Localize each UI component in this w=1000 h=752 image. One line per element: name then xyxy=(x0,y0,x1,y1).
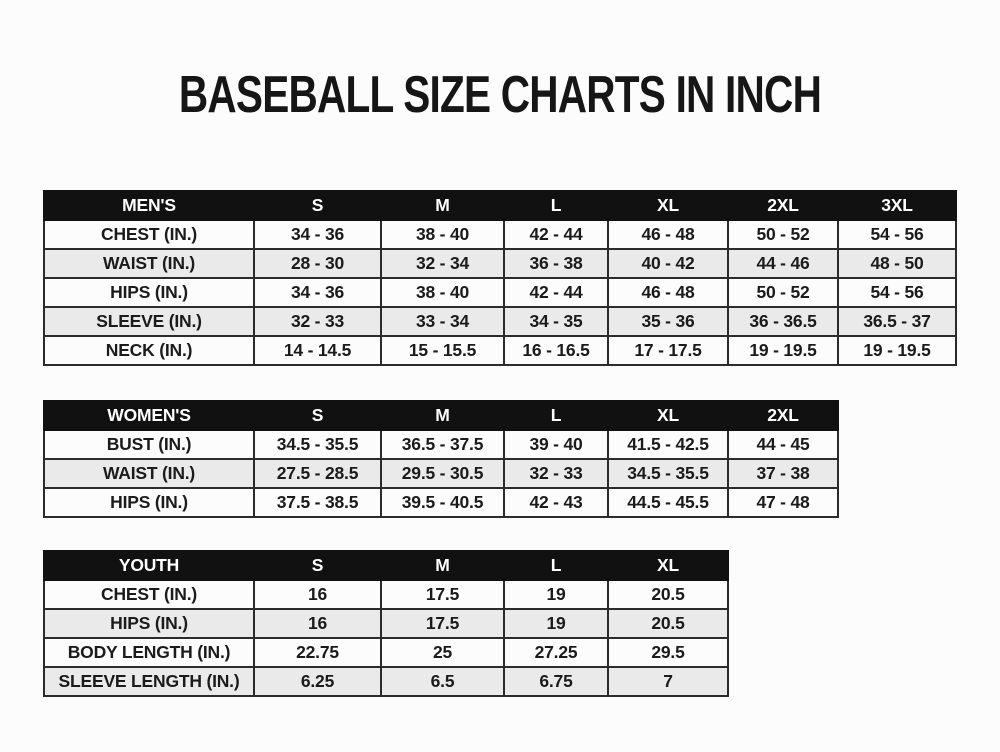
row-label-cell: SLEEVE (IN.) xyxy=(44,307,254,336)
row-label-cell: CHEST (IN.) xyxy=(44,580,254,609)
header-row xyxy=(44,191,956,220)
row-label-cell: CHEST (IN.) xyxy=(44,220,254,249)
row-label-cell: BODY LENGTH (IN.) xyxy=(44,638,254,667)
value-cell: 34.5 - 35.5 xyxy=(608,459,728,488)
size-column-header: 2XL xyxy=(728,401,838,430)
size-column-header: S xyxy=(254,191,381,220)
value-cell: 16 - 16.5 xyxy=(504,336,608,365)
table-row xyxy=(44,336,956,365)
value-cell: 47 - 48 xyxy=(728,488,838,517)
value-cell: 32 - 33 xyxy=(504,459,608,488)
size-column-header: S xyxy=(254,401,381,430)
table-title-cell: YOUTH xyxy=(44,551,254,580)
table-row xyxy=(44,430,838,459)
value-cell: 20.5 xyxy=(608,609,728,638)
value-cell: 29.5 - 30.5 xyxy=(381,459,504,488)
value-cell: 37.5 - 38.5 xyxy=(254,488,381,517)
value-cell: 36.5 - 37 xyxy=(838,307,956,336)
value-cell: 6.25 xyxy=(254,667,381,696)
value-cell: 6.5 xyxy=(381,667,504,696)
value-cell: 25 xyxy=(381,638,504,667)
womens-size-table xyxy=(43,400,839,518)
value-cell: 28 - 30 xyxy=(254,249,381,278)
mens-size-table xyxy=(43,190,957,366)
page-title: BASEBALL SIZE CHARTS IN INCH xyxy=(178,66,822,124)
value-cell: 17.5 xyxy=(381,609,504,638)
value-cell: 38 - 40 xyxy=(381,220,504,249)
row-label-cell: NECK (IN.) xyxy=(44,336,254,365)
table-row xyxy=(44,609,728,638)
value-cell: 16 xyxy=(254,609,381,638)
value-cell: 33 - 34 xyxy=(381,307,504,336)
size-column-header: M xyxy=(381,191,504,220)
youth-size-table xyxy=(43,550,729,697)
value-cell: 36 - 36.5 xyxy=(728,307,838,336)
header-row xyxy=(44,551,728,580)
table-title-cell: MEN'S xyxy=(44,191,254,220)
size-column-header: L xyxy=(504,401,608,430)
value-cell: 44 - 46 xyxy=(728,249,838,278)
value-cell: 19 xyxy=(504,580,608,609)
row-label-cell: HIPS (IN.) xyxy=(44,278,254,307)
value-cell: 37 - 38 xyxy=(728,459,838,488)
value-cell: 46 - 48 xyxy=(608,220,728,249)
table-row xyxy=(44,278,956,307)
row-label-cell: WAIST (IN.) xyxy=(44,459,254,488)
value-cell: 48 - 50 xyxy=(838,249,956,278)
table-row xyxy=(44,638,728,667)
value-cell: 50 - 52 xyxy=(728,220,838,249)
size-column-header: 3XL xyxy=(838,191,956,220)
size-column-header: S xyxy=(254,551,381,580)
value-cell: 19 xyxy=(504,609,608,638)
size-column-header: M xyxy=(381,551,504,580)
value-cell: 22.75 xyxy=(254,638,381,667)
table-title-cell: WOMEN'S xyxy=(44,401,254,430)
value-cell: 41.5 - 42.5 xyxy=(608,430,728,459)
row-label-cell: SLEEVE LENGTH (IN.) xyxy=(44,667,254,696)
value-cell: 40 - 42 xyxy=(608,249,728,278)
size-column-header: XL xyxy=(608,551,728,580)
value-cell: 34 - 36 xyxy=(254,278,381,307)
value-cell: 17 - 17.5 xyxy=(608,336,728,365)
table-row xyxy=(44,220,956,249)
row-label-cell: WAIST (IN.) xyxy=(44,249,254,278)
row-label-cell: BUST (IN.) xyxy=(44,430,254,459)
value-cell: 32 - 34 xyxy=(381,249,504,278)
row-label-cell: HIPS (IN.) xyxy=(44,488,254,517)
value-cell: 19 - 19.5 xyxy=(838,336,956,365)
header-row xyxy=(44,401,838,430)
size-column-header: M xyxy=(381,401,504,430)
value-cell: 27.25 xyxy=(504,638,608,667)
value-cell: 54 - 56 xyxy=(838,220,956,249)
value-cell: 42 - 43 xyxy=(504,488,608,517)
value-cell: 42 - 44 xyxy=(504,220,608,249)
table-row xyxy=(44,459,838,488)
table-row xyxy=(44,307,956,336)
value-cell: 16 xyxy=(254,580,381,609)
value-cell: 44 - 45 xyxy=(728,430,838,459)
size-column-header: L xyxy=(504,551,608,580)
value-cell: 54 - 56 xyxy=(838,278,956,307)
value-cell: 7 xyxy=(608,667,728,696)
value-cell: 17.5 xyxy=(381,580,504,609)
size-column-header: XL xyxy=(608,401,728,430)
value-cell: 15 - 15.5 xyxy=(381,336,504,365)
table-row xyxy=(44,667,728,696)
value-cell: 36.5 - 37.5 xyxy=(381,430,504,459)
row-label-cell: HIPS (IN.) xyxy=(44,609,254,638)
table-row xyxy=(44,488,838,517)
value-cell: 34 - 36 xyxy=(254,220,381,249)
value-cell: 44.5 - 45.5 xyxy=(608,488,728,517)
value-cell: 29.5 xyxy=(608,638,728,667)
value-cell: 38 - 40 xyxy=(381,278,504,307)
value-cell: 50 - 52 xyxy=(728,278,838,307)
value-cell: 34.5 - 35.5 xyxy=(254,430,381,459)
value-cell: 20.5 xyxy=(608,580,728,609)
value-cell: 42 - 44 xyxy=(504,278,608,307)
value-cell: 32 - 33 xyxy=(254,307,381,336)
value-cell: 46 - 48 xyxy=(608,278,728,307)
size-column-header: 2XL xyxy=(728,191,838,220)
size-column-header: L xyxy=(504,191,608,220)
value-cell: 27.5 - 28.5 xyxy=(254,459,381,488)
value-cell: 19 - 19.5 xyxy=(728,336,838,365)
size-column-header: XL xyxy=(608,191,728,220)
value-cell: 36 - 38 xyxy=(504,249,608,278)
value-cell: 39.5 - 40.5 xyxy=(381,488,504,517)
value-cell: 6.75 xyxy=(504,667,608,696)
value-cell: 35 - 36 xyxy=(608,307,728,336)
value-cell: 39 - 40 xyxy=(504,430,608,459)
value-cell: 14 - 14.5 xyxy=(254,336,381,365)
table-row xyxy=(44,580,728,609)
table-row xyxy=(44,249,956,278)
value-cell: 34 - 35 xyxy=(504,307,608,336)
